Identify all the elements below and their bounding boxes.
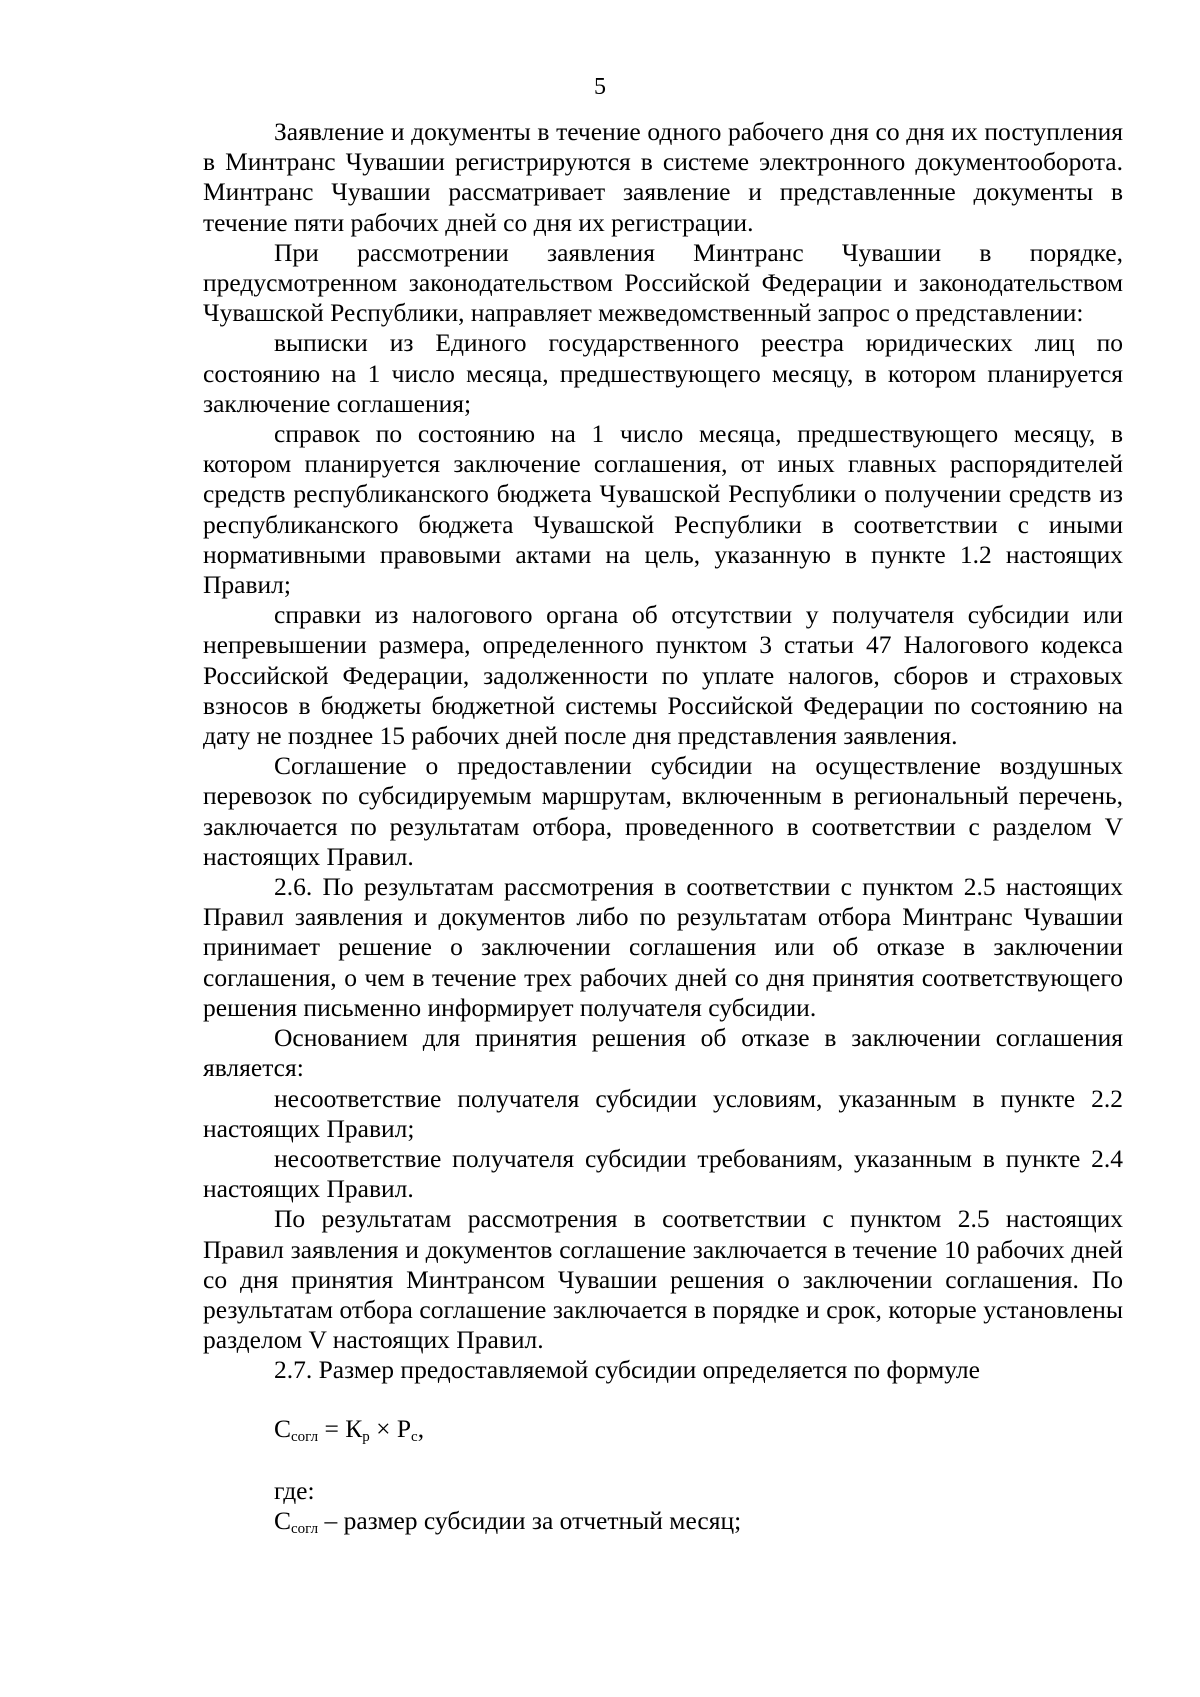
paragraph-2-7: 2.7. Размер предоставляемой субсидии определяется по формуле [274,1355,980,1385]
formula-p: Р [396,1413,412,1443]
paragraph-requirement-mismatch: несоответствие получателя субсидии требованиям, указанным в пункте 2.4 настоящих Правил. [203,1143,1123,1204]
formula-p-subscript: с [411,1428,418,1445]
paragraph-2-6: 2.6. По результатам рассмотрения в соответствии с пунктом 2.5 настоящих Правил заявления и документов либо по результатам отбора Минтранс Чувашии принимает решение о заключении соглашения или об отказе в заключении соглашения, о чем в течение трех рабочих дней со дня принятия соответствующего решения письменно информирует получателя субсидии. [203,872,1123,1022]
formula-equals: = [318,1413,346,1443]
formula-c-subscript: согл [291,1428,319,1445]
paragraph-agreement-selection: Соглашение о предоставлении субсидии на осуществление воздушных перевозок по субсидируемым маршрутам, включенным в региональный перечень, заключается по результатам отбора, проведенного в соответствии с разделом V настоящих Правил. [203,751,1123,871]
paragraph-registration: Заявление и документы в течение одного рабочего дня со дня их поступления в Минтранс Чувашии регистрируются в системе электронного документооборота. Минтранс Чувашии рассматривает заявление и представленные документы в течение пяти рабочих дней со дня их регистрации. [203,117,1123,237]
paragraph-refusal-grounds: Основанием для принятия решения об отказе в заключении соглашения является: [203,1023,1123,1083]
definition-symbol-subscript: согл [291,1520,319,1537]
document-body [203,117,1123,1540]
paragraph-certificates: справок по состоянию на 1 число месяца, предшествующего месяцу, в котором планируется заключение соглашения, от иных главных распорядителей средств республиканского бюджета Чувашской Республики о получении средств из республиканского бюджета Чувашской Республики в соответствии с иными нормативными правовыми актами на цель, указанную в пункте 1.2 настоящих Правил; [203,419,1123,600]
paragraph-egrul-extract: выписки из Единого государственного реестра юридических лиц по состоянию на 1 число месяца, предшествующего месяцу, в котором планируется заключение соглашения; [203,328,1123,418]
formula-c: С [274,1413,292,1443]
where-label: где: [274,1475,315,1505]
formula-times: × [369,1413,397,1443]
paragraph-condition-mismatch: несоответствие получателя субсидии условиям, указанным в пункте 2.2 настоящих Правил; [203,1083,1123,1143]
definition-symbol: С [274,1505,292,1535]
definition-text: – размер субсидии за отчетный месяц; [318,1505,742,1535]
formula-end: , [417,1413,425,1443]
formula-k: К [345,1413,363,1443]
paragraph-tax-certificate: справки из налогового органа об отсутствии у получателя субсидии или непревышении размера, определенного пунктом 3 статьи 47 Налогового кодекса Российской Федерации, задолженности по уплате налогов, сборов и страховых взносов в бюджеты бюджетной системы Российской Федерации по состоянию на дату не позднее 15 рабочих дней после дня представления заявления. [203,600,1123,751]
definition-c-socl [203,1506,1123,1540]
page-number: 5 [594,74,606,100]
paragraph-agreement-term: По результатам рассмотрения в соответствии с пунктом 2.5 настоящих Правил заявления и документов соглашение заключается в течение 10 рабочих дней со дня принятия Минтрансом Чувашии решения о заключении соглашения. По результатам отбора соглашение заключается в порядке и срок, которые установлены разделом V настоящих Правил. [203,1204,1123,1355]
subsidy-formula [203,1414,1123,1448]
paragraph-interagency-request: При рассмотрении заявления Минтранс Чувашии в порядке, предусмотренном законодательством Российской Федерации и законодательством Чувашской Республики, направляет межведомственный запрос о представлении: [203,237,1123,328]
formula-k-subscript: р [362,1428,370,1445]
